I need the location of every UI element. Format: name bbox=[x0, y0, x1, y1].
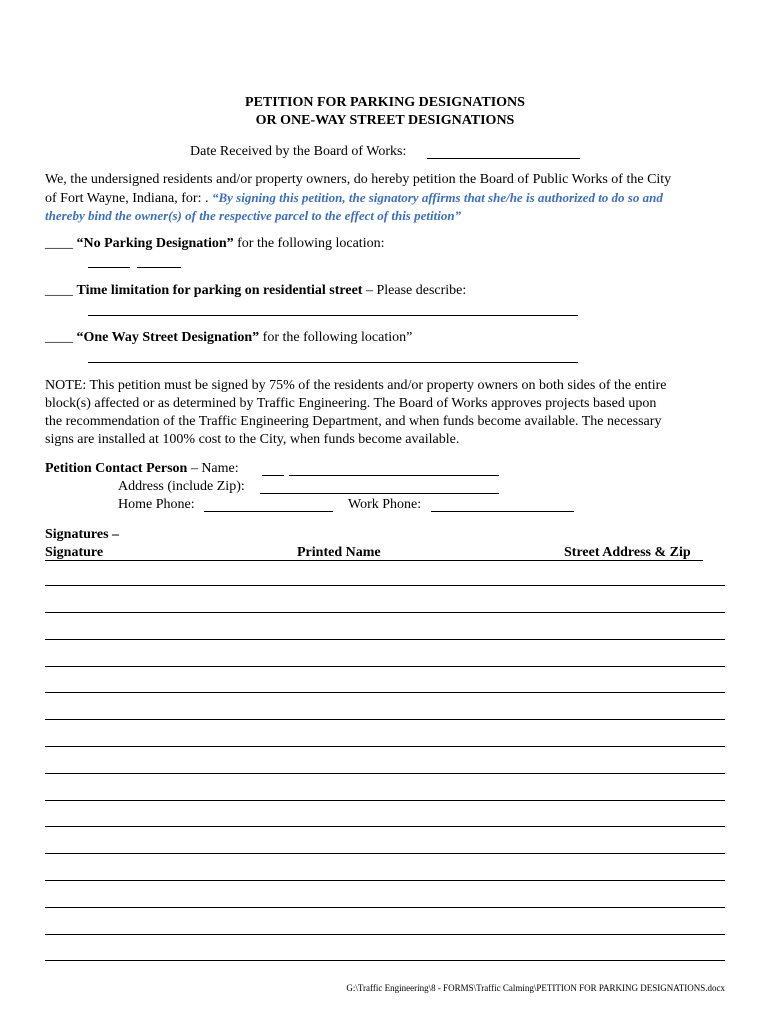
signatures-heading: Signatures – bbox=[45, 527, 120, 542]
option-time-limit-checkbox[interactable]: ____ bbox=[45, 283, 73, 298]
note-line-1: NOTE: This petition must be signed by 75% of the residents and/or property owners on both sides of the entire bbox=[45, 378, 667, 393]
signature-line[interactable] bbox=[45, 800, 725, 801]
signature-line[interactable] bbox=[45, 907, 725, 908]
intro-line-2 bbox=[45, 190, 663, 207]
contact-name-label: – Name: bbox=[187, 461, 239, 476]
option-time-limit bbox=[45, 283, 466, 299]
time-limit-description-field[interactable] bbox=[88, 315, 578, 316]
option-time-limit-rest: – Please describe: bbox=[362, 283, 467, 298]
intro-affirmation-1: “By signing this petition, the signatory affirms that she/he is authorized to do so and bbox=[211, 190, 663, 205]
option-one-way bbox=[45, 330, 412, 346]
intro-affirmation-2: thereby bind the owner(s) of the respective parcel to the effect of this petition” bbox=[45, 208, 462, 223]
note-line-2: block(s) affected or as determined by Traffic Engineering. The Board of Works approves projects based upon bbox=[45, 396, 657, 411]
home-phone-label: Home Phone: bbox=[118, 497, 195, 512]
signature-line[interactable] bbox=[45, 960, 725, 961]
intro-line-2-prefix: of Fort Wayne, Indiana, for: . bbox=[45, 191, 212, 206]
home-phone-field[interactable] bbox=[204, 511, 333, 512]
contact-address-label: Address (include Zip): bbox=[118, 479, 245, 494]
signature-line[interactable] bbox=[45, 612, 725, 613]
signature-line[interactable] bbox=[45, 585, 725, 586]
work-phone-field[interactable] bbox=[431, 511, 574, 512]
contact-name-field-1[interactable] bbox=[262, 475, 284, 476]
option-one-way-rest: for the following location” bbox=[259, 330, 413, 345]
signature-line[interactable] bbox=[45, 666, 725, 667]
title-line-2: OR ONE-WAY STREET DESIGNATIONS bbox=[255, 113, 515, 128]
col-printed-name: Printed Name bbox=[297, 545, 381, 560]
note-line-3: the recommendation of the Traffic Engineering Department, and when funds become available. The necessary bbox=[45, 414, 662, 429]
work-phone-label: Work Phone: bbox=[348, 497, 422, 512]
footer-file-path: G:\Traffic Engineering\8 - FORMS\Traffic Calming\PETITION FOR PARKING DESIGNATIONS.docx bbox=[346, 983, 725, 993]
signature-line[interactable] bbox=[45, 826, 725, 827]
signature-line[interactable] bbox=[45, 639, 725, 640]
signature-line[interactable] bbox=[45, 692, 725, 693]
contact-name-field-2[interactable] bbox=[289, 475, 499, 476]
no-parking-location-field-2[interactable] bbox=[137, 267, 181, 268]
signature-line[interactable] bbox=[45, 773, 725, 774]
contact-person-label: Petition Contact Person bbox=[45, 461, 188, 476]
title-line-1: PETITION FOR PARKING DESIGNATIONS bbox=[245, 95, 525, 110]
signature-line[interactable] bbox=[45, 880, 725, 881]
date-received-label: Date Received by the Board of Works: bbox=[190, 144, 407, 159]
signature-line[interactable] bbox=[45, 934, 725, 935]
signature-line[interactable] bbox=[45, 746, 725, 747]
date-received-field[interactable] bbox=[427, 158, 580, 159]
note-line-4: signs are installed at 100% cost to the City, when funds become available. bbox=[45, 432, 460, 447]
contact-address-field[interactable] bbox=[260, 493, 499, 494]
signature-line[interactable] bbox=[45, 853, 725, 854]
col-street-address: Street Address & Zip bbox=[564, 545, 691, 560]
option-no-parking-checkbox[interactable]: ____ bbox=[45, 236, 73, 251]
intro-line-1: We, the undersigned residents and/or property owners, do hereby petition the Board of Public Works of the City bbox=[45, 172, 672, 187]
option-no-parking-rest: for the following location: bbox=[233, 236, 385, 251]
option-no-parking bbox=[45, 236, 384, 252]
one-way-location-field[interactable] bbox=[88, 362, 578, 363]
option-time-limit-title: Time limitation for parking on residential street bbox=[76, 283, 363, 298]
col-signature: Signature bbox=[45, 545, 104, 560]
no-parking-location-field-1[interactable] bbox=[88, 267, 130, 268]
signature-line[interactable] bbox=[45, 719, 725, 720]
contact-person-row bbox=[45, 461, 239, 477]
option-no-parking-title: “No Parking Designation” bbox=[76, 236, 234, 251]
option-one-way-title: “One Way Street Designation” bbox=[76, 330, 260, 345]
option-one-way-checkbox[interactable]: ____ bbox=[45, 330, 73, 345]
